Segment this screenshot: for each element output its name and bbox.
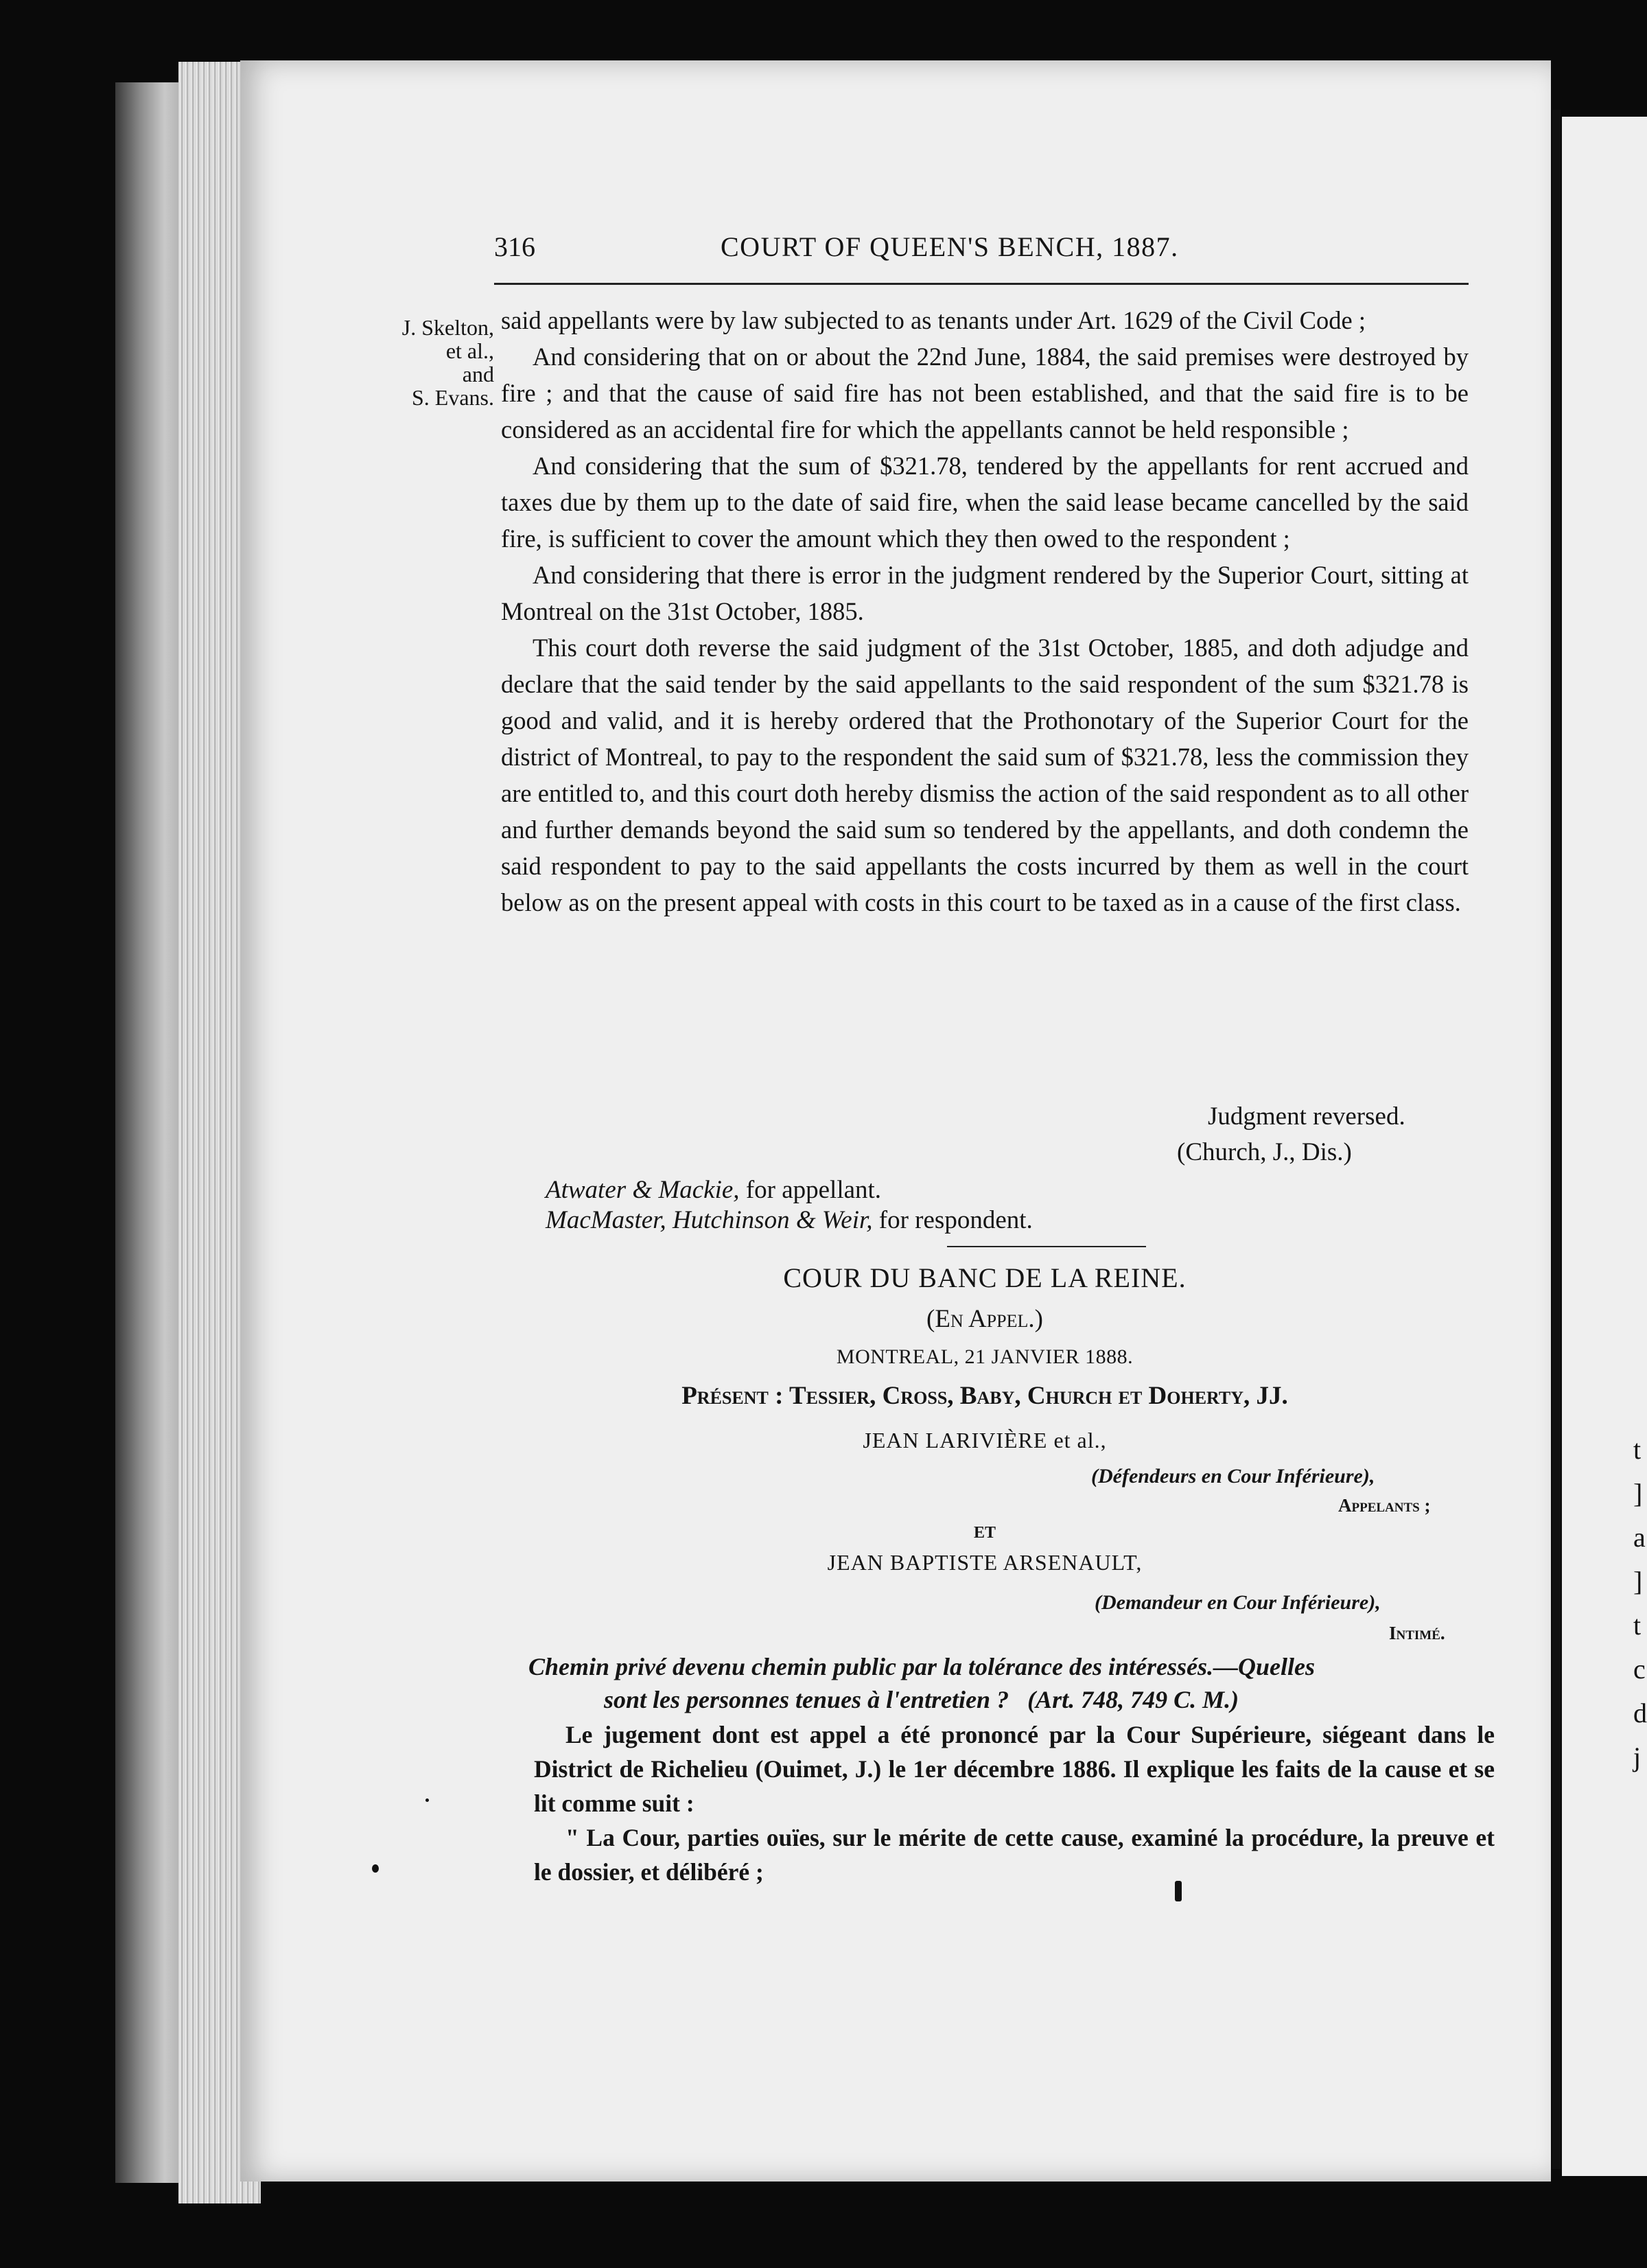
running-head-title: COURT OF QUEEN'S BENCH, 1887.: [721, 231, 1179, 262]
fragment: t: [1633, 1434, 1642, 1465]
margin-line: and: [462, 362, 494, 386]
fragment: ]: [1633, 1566, 1643, 1597]
judgment-paragraph: said appellants were by law subjected to as tenants under Art. 1629 of the Civil Code ;: [501, 306, 1366, 334]
scan-speck: [1175, 1881, 1182, 1901]
headnote-line: [528, 1683, 1496, 1716]
respondent-role: (Demandeur en Cour Inférieure),: [1095, 1591, 1381, 1614]
fragment: d: [1633, 1698, 1647, 1728]
counsel-respondent: [546, 1205, 1033, 1235]
margin-case-note: [302, 316, 494, 409]
judges-present: Présent : Tessier, Cross, Baby, Church et Doherty, JJ.: [681, 1382, 1288, 1410]
judgment-paragraph: And considering that the sum of $321.78, tendered by the appellants for rent accrued and taxes due by them up to the date of said fire, when the said lease became cancelled by the said fire, is sufficient to cover the amount which they then owed to the respondent ;: [501, 452, 1469, 553]
appellant-role: (Défendeurs en Cour Inférieure),: [1091, 1465, 1375, 1488]
french-paragraph: " La Cour, parties ouïes, sur le mérite de cette cause, examiné la procédure, la preuve et le dossier, et délibéré ;: [534, 1824, 1495, 1886]
judgment-text: [501, 302, 1469, 921]
fragment: ]: [1633, 1478, 1643, 1509]
headnote-reference: (Art. 748, 749 C. M.): [1027, 1686, 1239, 1713]
fragment: a: [1633, 1522, 1646, 1553]
margin-line: et al.,: [445, 338, 494, 363]
appeal-label: (En Appel.): [926, 1305, 1043, 1333]
scan-speck: [425, 1798, 429, 1802]
fragment: t: [1633, 1610, 1642, 1641]
french-judgment-text: [534, 1717, 1495, 1889]
fragment: j: [1633, 1741, 1642, 1772]
counsel-firm: Atwater & Mackie,: [546, 1176, 740, 1204]
appellant-status: Appelants ;: [1338, 1495, 1431, 1516]
judgment-paragraph: And considering that there is error in the judgment rendered by the Superior Court, sitting at Montreal on the 31st October, 1885.: [501, 561, 1469, 625]
judgment-dissent: (Church, J., Dis.): [1177, 1138, 1352, 1166]
headnote-question: sont les personnes tenues à l'entretien ?: [604, 1686, 1009, 1713]
court-title: COUR DU BANC DE LA REINE.: [783, 1262, 1187, 1293]
judgment-paragraph: This court doth reverse the said judgment of the 31st October, 1885, and doth adjudge and declare that the said tender by the said appellants to the said respondent of the sum $321.78 is good and valid, and it is hereby ordered that the Prothonotary of the Superior Court for the district of Montreal, to pay to the respondent the said sum of $321.78, less the commission they are entitled to, and this court doth hereby dismiss the action of the said respondent as to all other and further demands beyond the said sum so tendered by the appellants, and doth condemn the said respondent to pay to the said appellants the costs incurred by them as well in the court below as on the present appeal with costs in this court to be taxed as in a cause of the first class.: [501, 634, 1469, 916]
judgment-paragraph: And considering that on or about the 22nd June, 1884, the said premises were destroyed by fire ; and that the cause of said fire has not been established, and that the said fire is to be considered as an accidental fire for which the appellants cannot be held responsible ;: [501, 343, 1469, 443]
margin-line: S. Evans.: [412, 385, 494, 410]
margin-line: J. Skelton,: [401, 315, 494, 340]
scan-speck: [372, 1864, 379, 1873]
respondent-status: Intimé.: [1389, 1623, 1445, 1643]
french-paragraph: Le jugement dont est appel a été prononcé par la Cour Supérieure, siégeant dans le District de Richelieu (Ouimet, J.) le 1er décembre 1886. Il explique les faits de la cause et se lit comme suit :: [534, 1721, 1495, 1817]
respondent-name: JEAN BAPTISTE ARSENAULT,: [827, 1550, 1143, 1575]
page-number: 316: [494, 231, 535, 262]
party-conjunction: ET: [973, 1524, 996, 1542]
counsel-firm: MacMaster, Hutchinson & Weir,: [546, 1206, 873, 1234]
header-rule: [494, 283, 1469, 285]
fragment: c: [1633, 1654, 1646, 1685]
judgment-result: Judgment reversed.: [1208, 1102, 1405, 1131]
headnote-line: Chemin privé devenu chemin public par la tolérance des intéressés.—Quelles: [528, 1653, 1315, 1680]
counsel-appellant: [546, 1175, 881, 1205]
counsel-role: for appellant.: [739, 1176, 882, 1204]
headnote: [528, 1650, 1496, 1716]
counsel-role: for respondent.: [872, 1206, 1033, 1234]
section-rule: [947, 1246, 1146, 1247]
date-line: MONTREAL, 21 JANVIER 1888.: [836, 1345, 1134, 1368]
appellant-name: JEAN LARIVIÈRE et al.,: [863, 1428, 1107, 1453]
